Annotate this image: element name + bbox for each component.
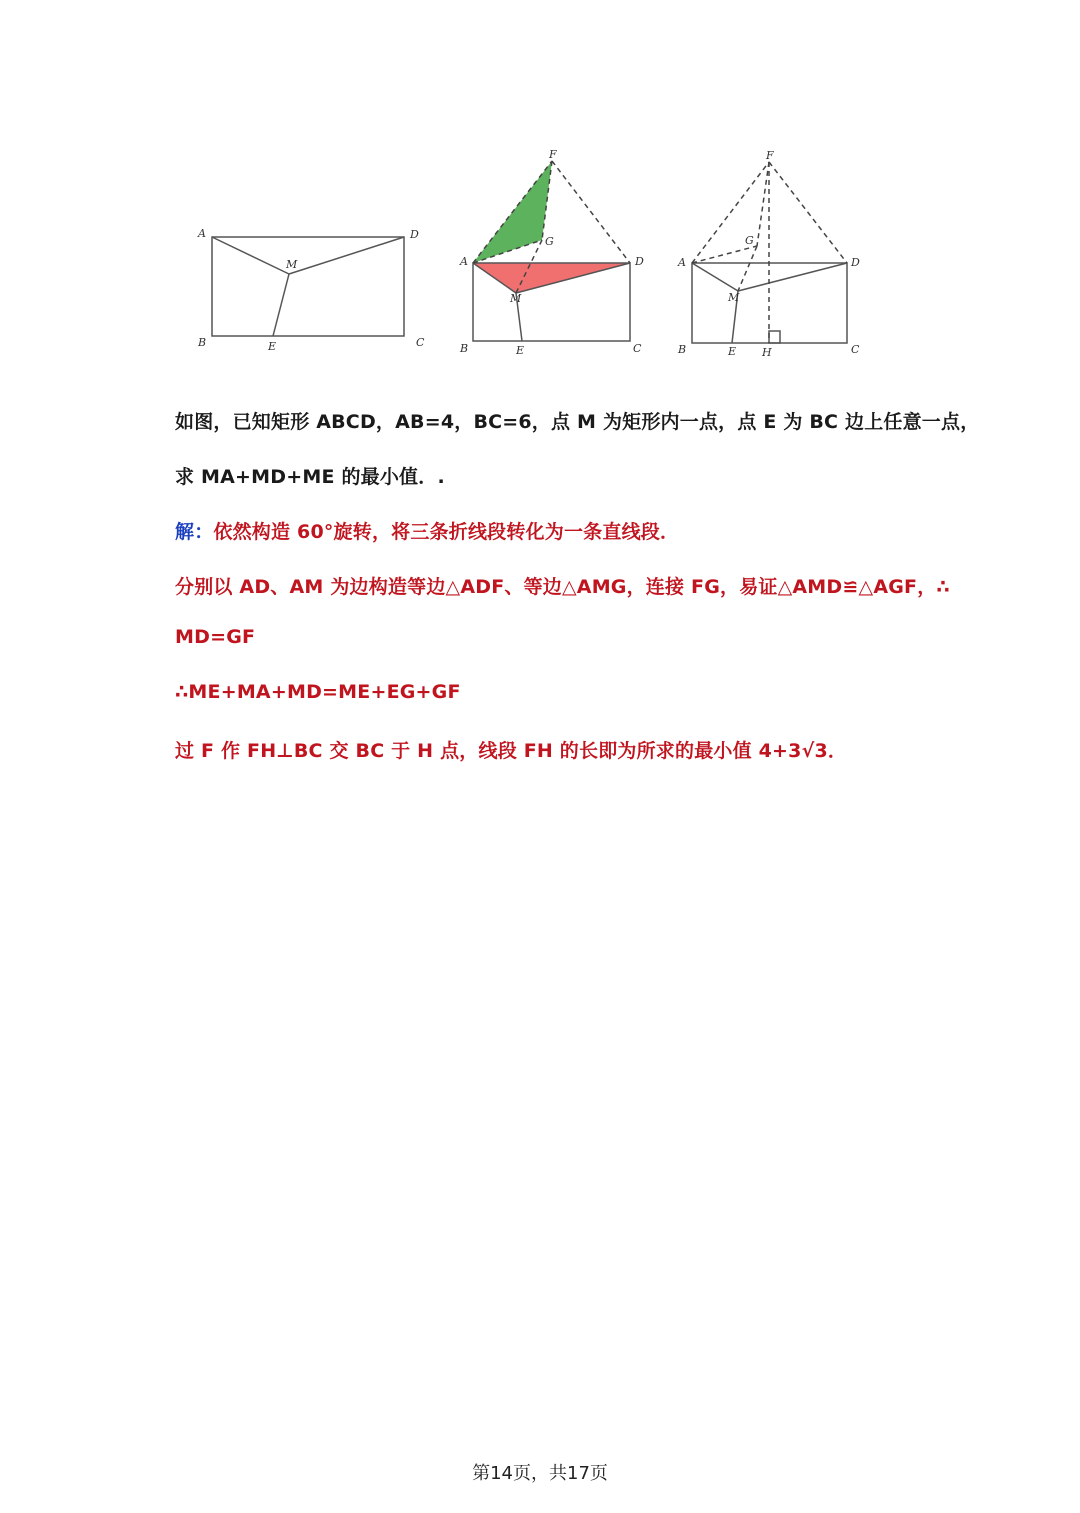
label-m: M [286,258,298,271]
label-e: E [516,344,525,357]
label-g: G [745,234,754,247]
solution-label: 解： [175,521,214,543]
segment-me [273,274,289,336]
label-d: D [635,255,644,268]
label-b: B [678,343,687,356]
segment-am [692,263,738,291]
solution-text-1: 依然构造 60°旋转，将三条折线段转化为一条直线段． [213,521,680,543]
label-a: A [460,255,468,268]
label-b: B [198,336,207,349]
figure-1 [190,140,440,370]
label-m: M [510,292,522,305]
label-m: M [728,291,740,304]
red-triangle [473,263,630,293]
solution-line-2: 分别以 AD、AM 为边构造等边△ADF、等边△AMG，连接 FG，易证△AMD≌△AGF，∴ [175,576,950,598]
segment-dm [738,263,847,291]
segment-am [212,237,289,274]
label-f: F [549,148,557,161]
problem-line-1: 如图，已知矩形 ABCD，AB=4，BC=6，点 M 为矩形内一点，点 E 为 BC 边上任意一点， [175,411,980,433]
label-b: B [460,342,469,355]
figure-3 [675,140,895,370]
figures-row [180,140,900,370]
segment-gm [738,246,757,291]
label-d: D [410,228,419,241]
solution-line-3: MD=GF [175,626,256,648]
solution-line-5: 过 F 作 FH⊥BC 交 BC 于 H 点，线段 FH 的长即为所求的最小值 4+3√3． [175,740,848,762]
label-c: C [851,343,860,356]
label-f: F [766,149,774,162]
label-c: C [416,336,425,349]
segment-fd [769,162,847,263]
segment-af [692,162,769,263]
label-e: E [728,345,737,358]
label-d: D [851,256,860,269]
segment-ag [692,246,757,263]
segment-dm [289,237,404,274]
solution-line-1 [175,517,679,544]
page-number: 第14页，共17页 [472,1463,608,1484]
label-e: E [268,340,277,353]
label-c: C [633,342,642,355]
problem-line-2: 求 MA+MD+ME 的最小值．. [175,466,445,488]
label-a: A [678,256,686,269]
rectangle-abcd [212,237,404,336]
segment-fd [552,161,630,263]
right-angle-mark [769,331,780,343]
label-h: H [762,346,772,359]
label-g: G [545,235,554,248]
label-a: A [198,227,206,240]
figure-2 [455,140,675,370]
solution-line-4: ∴ME+MA+MD=ME+EG+GF [175,681,461,703]
